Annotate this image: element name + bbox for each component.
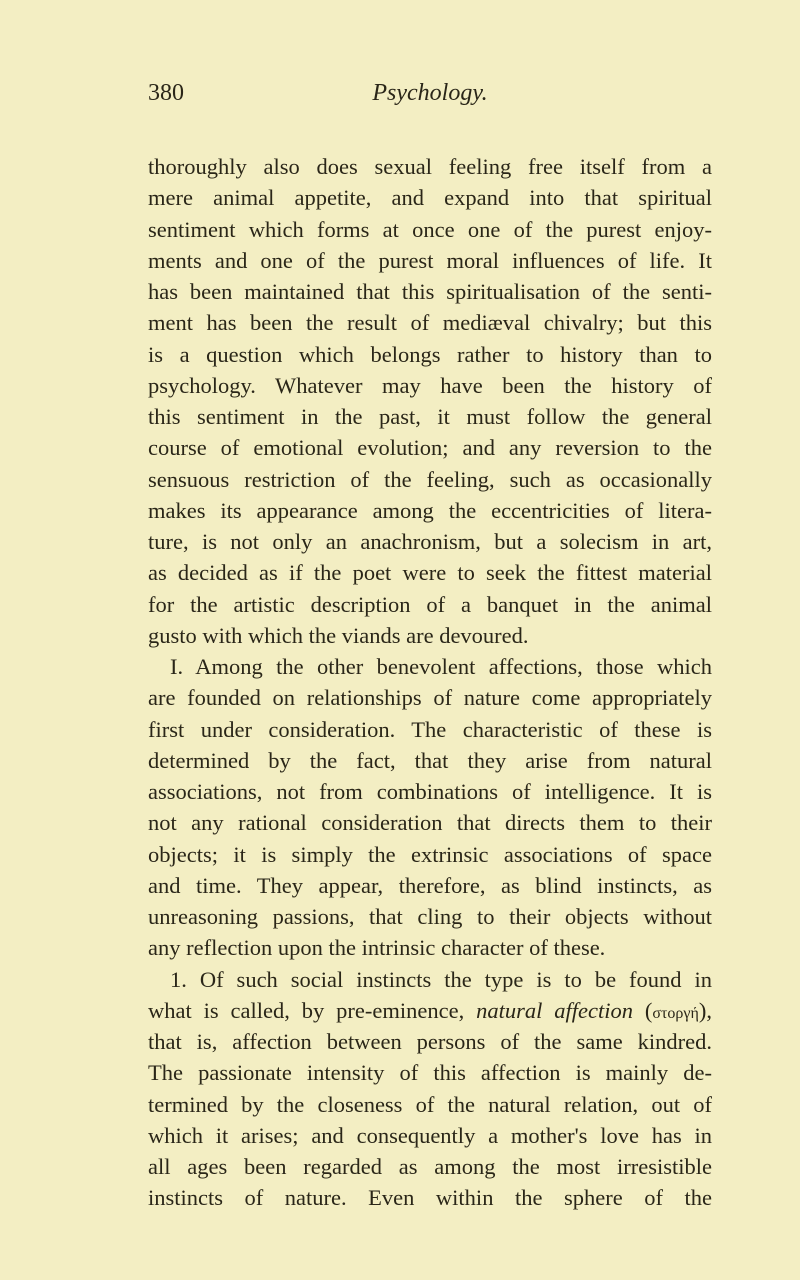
text-line: all ages been regarded as among the most irresistible — [148, 1154, 712, 1179]
text-line: has been maintained that this spiritualisation of the senti- — [148, 279, 712, 304]
italic-term: natural affection — [476, 997, 633, 1023]
text-line: objects; it is simply the extrinsic associations of space — [148, 841, 712, 867]
text-span: what is called, by pre-eminence, — [148, 997, 477, 1023]
text-line: are founded on relationships of nature come appropriately — [148, 685, 712, 711]
text-line: any reflection upon the intrinsic character of these. — [148, 935, 606, 961]
text-line: is a question which belongs rather to history than to — [148, 341, 712, 367]
text-line: ments and one of the purest moral influences of life. It — [148, 247, 712, 273]
text-line: determined by the fact, that they arise from natural — [148, 747, 712, 773]
text-line: gusto with which the viands are devoured. — [148, 622, 529, 648]
text-span: ( — [632, 997, 653, 1023]
text-line: The passionate intensity of this affection is mainly de- — [148, 1060, 712, 1086]
text-line: for the artistic description of a banquet in the animal — [148, 591, 712, 617]
text-line: first under consideration. The characteristic of these is — [148, 716, 712, 742]
text-line: and time. They appear, therefore, as blind instincts, as — [148, 872, 712, 898]
greek-term: στοργή — [652, 1004, 699, 1022]
text-line: thoroughly also does sexual feeling free itself from a — [148, 154, 712, 179]
text-line — [148, 995, 712, 1026]
text-line: ment has been the result of mediæval chivalry; but this — [148, 310, 712, 336]
text-line: as decided as if the poet were to seek the fittest material — [148, 560, 712, 586]
text-line: not any rational consideration that directs them to their — [148, 810, 712, 836]
text-line: I. Among the other benevolent affections, those which — [170, 654, 712, 679]
text-line: which it arises; and consequently a mother's love has in — [148, 1122, 712, 1148]
text-line: psychology. Whatever may have been the history of — [148, 372, 712, 398]
body-text — [148, 151, 712, 1214]
page-number: 380 — [148, 80, 184, 106]
text-line: makes its appearance among the eccentricities of litera- — [148, 497, 712, 523]
text-line: this sentiment in the past, it must follow the general — [148, 404, 712, 429]
text-line: ture, is not only an anachronism, but a solecism in art, — [148, 529, 712, 554]
running-title: Psychology. — [372, 80, 488, 106]
page-header — [148, 80, 712, 114]
text-line: course of emotional evolution; and any reversion to the — [148, 435, 712, 461]
text-line: termined by the closeness of the natural relation, out of — [148, 1091, 712, 1117]
text-line: that is, affection between persons of the same kindred. — [148, 1029, 712, 1054]
text-line: unreasoning passions, that cling to their objects without — [148, 904, 712, 929]
text-line: associations, not from combinations of intelligence. It is — [148, 779, 712, 804]
text-line: mere animal appetite, and expand into that spiritual — [148, 185, 712, 211]
text-line: sensuous restriction of the feeling, such as occasionally — [148, 466, 712, 492]
text-line: sentiment which forms at once one of the purest enjoy- — [148, 216, 712, 242]
text-line: instincts of nature. Even within the sphere of the — [148, 1185, 712, 1211]
text-line: 1. Of such social instincts the type is to be found in — [170, 966, 712, 992]
text-span: ), — [698, 997, 712, 1023]
